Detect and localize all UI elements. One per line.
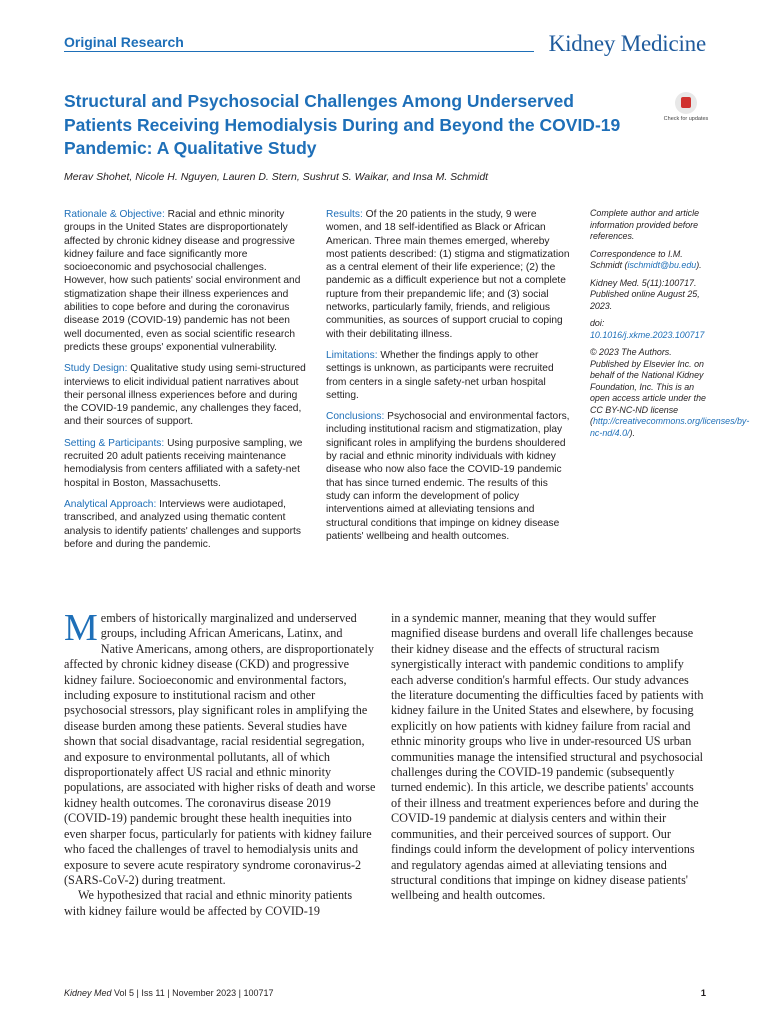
- citation-info: Kidney Med. 5(11):100717. Published online August 25, 2023.: [590, 277, 700, 311]
- doi-label: doi:: [590, 318, 605, 328]
- abstract-heading: Setting & Participants:: [64, 437, 165, 449]
- abstract-results: [326, 208, 574, 341]
- intro-paragraph-3: in a syndemic manner, meaning that they would suffer magnified disease burdens and overall life challenges because their kidney disease and the effects of structural racism synergistically interact with pandemic conditions to amplify each adverse condition's harmful effects. Our study advances the literature documenting the difficulties faced by patients with kidney failure in the United States and elsewhere, by focusing explicitly on how patients with kidney failure from racial and ethnic minority groups who live in under-resourced US urban communities manage the intensified structural and psychosocial challenges during the COVID-19 pandemic (subsequently turned endemic). In this article, we describe patients' accounts of their illness and treatment experiences before and during the COVID-19 pandemic at dialysis centers and within their communities, and their perceived sources of support. Our findings could inform the development of policy interventions and regulatory agendas aimed at alleviating tensions and structural conditions that impinge on kidney disease patients' wellbeing and health outcomes.: [391, 611, 704, 903]
- abstract-heading: Results:: [326, 209, 363, 220]
- journal-logo: Kidney Medicine: [548, 31, 706, 56]
- copyright-text: © 2023 The Authors. Published by Elsevier Inc. on behalf of the National Kidney Foundation, Inc. This is an open access article under the CC BY-NC-ND license (: [590, 347, 706, 426]
- abstract-heading: Conclusions:: [326, 411, 385, 423]
- abstract-text: Of the 20 patients in the study, 9 were women, and 18 self-identified as Black or African American. Three main themes emerged, whereby most patients described: (1) stigma and stigmatization as a central element of their life experience; (2) the pandemic as a difficult experience but not a complete rupture from their prepandemic life; and (3) social networks, particularly family, friends, and religious communities, as sources of support crucial to coping with their debilitating illness.: [326, 209, 570, 340]
- doi: [590, 318, 710, 341]
- article-info-sidebar: [590, 208, 750, 445]
- section-label: Original Research: [64, 34, 184, 50]
- correspondence: Correspondence to I.M. Schmidt (ischmidt@bu.edu).: [590, 248, 702, 270]
- abstract-heading: Limitations:: [326, 349, 378, 361]
- page-number: 1: [700, 988, 706, 999]
- intro-paragraph-2: We hypothesized that racial and ethnic minority patients with kidney failure would be affected by COVID-19: [64, 888, 353, 918]
- abstract-text: Racial and ethnic minority groups in the United States are disproportionately affected by chronic kidney disease and progressive kidney failure and face significantly more socioeconomic and psychosocial challenges. However, how such patients' social environment and stigmatization shape their illness experiences and abilities to cope before and during the coronavirus disease 2019 (COVID-19) pandemic has not been well documented, even as social scientific research predicts these groups' exponential vulnerability.: [64, 209, 301, 353]
- footer-issue: Vol 5 | Iss 11 | November 2023 | 100717: [111, 988, 274, 998]
- abstract-limitations: [326, 349, 574, 402]
- abstract-text: Psychosocial and environmental factors, including institutional racism and stigmatization, play significant roles in amplifying the burdens shouldered by racial and ethnic minority individuals with kidney disease who now also face the COVID-19 pandemic that has since turned endemic. The results of this study can inform the development of policy interventions aimed at alleviating tensions and structural conditions that impinge on kidney disease patients' wellbeing and health outcomes.: [326, 411, 570, 542]
- author-info-note: Complete author and article information provided before references.: [590, 208, 700, 241]
- doi-link[interactable]: 10.1016/j.xkme.2023.100717: [590, 329, 705, 340]
- body-column-1: [64, 607, 376, 919]
- copyright: © 2023 The Authors. Published by Elsevier Inc. on behalf of the National Kidney Foundation, Inc. This is an open access article under the CC BY-NC-ND license (http://creativecommons.org/licenses/by-nc-nd/4.0/).: [590, 347, 750, 438]
- abstract-heading: Rationale & Objective:: [64, 209, 165, 220]
- check-for-updates-badge[interactable]: [660, 92, 712, 132]
- abstract-design: [64, 362, 310, 428]
- page-header: [64, 31, 706, 58]
- abstract-analytical: [64, 498, 310, 551]
- header-rule: [64, 51, 534, 52]
- paragraph-text: embers of historically marginalized and underserved groups, including African Americans, Latinx, and Native Americans, among others, are disproportionately affected by chronic kidney disease (CKD) and progressive kidney failure. Socioeconomic and environmental factors, including exposure to institutional racism and other psychosocial stressors, play significant roles in amplifying the disease burden among these patients. Several studies have shown that social disadvantage, racial residential segregation, and exposure to environmental pollutants, all of which disproportionately affect US racial and ethnic minority populations, are associated with higher risks of death and worse kidney health outcomes. The coronavirus disease 2019 (COVID-19) pandemic brought these health inequities into even sharper focus, particularly for patients with kidney failure who faced the challenges of travel to hemodialysis units and exposure to severe acute respiratory syndrome coronavirus-2 (SARS-CoV-2) during treatment.: [64, 611, 376, 887]
- abstract-text: Qualitative study using semi-structured interviews to elicit individual patient narratives about their personal illness experiences before and during the COVID-19 pandemic, any challenges they faced, and their sources of support.: [64, 363, 306, 428]
- abstract-setting: [64, 437, 310, 490]
- abstract-rationale: [64, 208, 310, 354]
- bookmark-icon: [675, 92, 697, 114]
- license-link[interactable]: http://creativecommons.org/licenses/by-nc-nd/4.0/: [590, 416, 750, 438]
- abstract-conclusions: [326, 410, 574, 543]
- abstract-column-1: [64, 208, 310, 559]
- article-title: Structural and Psychosocial Challenges Among Underserved Patients Receiving Hemodialysis During and Beyond the COVID-19 Pandemic: A Qualitative Study: [64, 91, 621, 158]
- body-column-2: [391, 611, 706, 904]
- abstract-heading: Analytical Approach:: [64, 498, 157, 510]
- abstract-text: Whether the findings apply to other settings is unknown, as participants were recruited from centers in a single safety-net urban hospital setting.: [326, 349, 554, 401]
- abstract-heading: Study Design:: [64, 363, 128, 375]
- badge-label: Check for updates: [663, 116, 709, 122]
- footer-journal: Kidney Med: [64, 988, 112, 998]
- page-footer: [64, 988, 706, 998]
- email-link[interactable]: ischmidt@bu.edu: [627, 260, 697, 270]
- footer-citation: [64, 988, 273, 998]
- abstract-column-2: [326, 208, 574, 551]
- intro-paragraph-1: [64, 607, 376, 888]
- abstract-text: Interviews were audiotaped, transcribed, and analyzed using thematic content analysis to identify patients' challenges and supports before and during the pandemic.: [64, 498, 301, 550]
- abstract-text: Using purposive sampling, we recruited 20 adult patients receiving maintenance hemodialysis from centers affiliated with a safety-net hospital in Boston, Massachusetts.: [64, 437, 303, 489]
- correspondence-label: Correspondence to I.M. Schmidt (: [590, 248, 683, 270]
- drop-cap: M: [64, 607, 98, 649]
- author-list: Merav Shohet, Nicole H. Nguyen, Lauren D. Stern, Sushrut S. Waikar, and Insa M. Schmidt: [64, 171, 489, 183]
